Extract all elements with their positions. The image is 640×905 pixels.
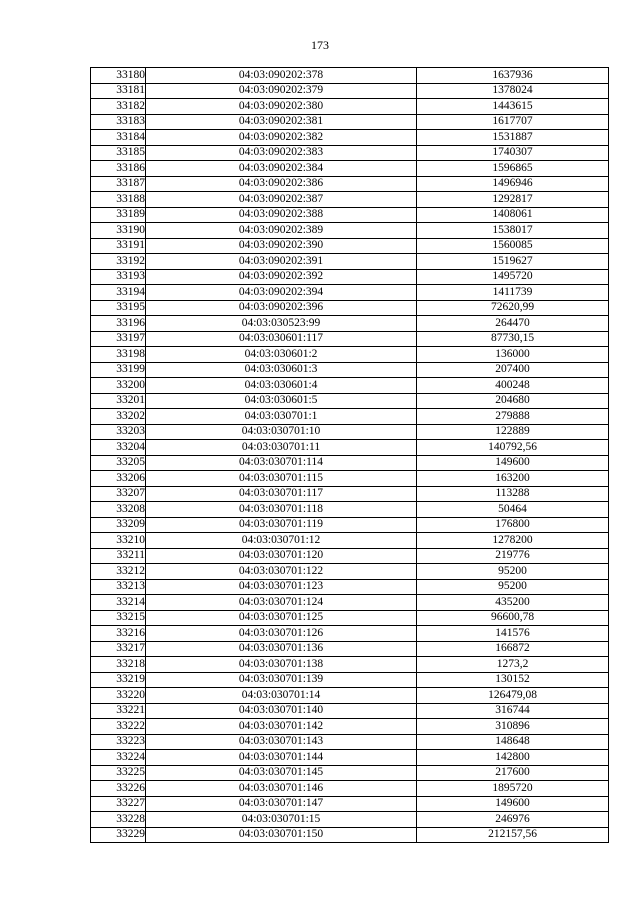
cadastral-value-cell: 204680 [417,393,609,409]
cadastral-value-cell: 219776 [417,548,609,564]
cadastral-value-cell: 126479,08 [417,688,609,704]
table-body [91,68,609,843]
cadastral-value-cell: 1273,2 [417,657,609,673]
cadastral-number-cell: 04:03:090202:382 [146,130,417,146]
cadastral-number-cell: 04:03:030701:138 [146,657,417,673]
table-row [91,688,609,704]
cadastral-value-cell: 1408061 [417,207,609,223]
table-row [91,533,609,549]
cadastral-number-cell: 04:03:090202:384 [146,161,417,177]
cadastral-value-cell: 1292817 [417,192,609,208]
table-row [91,176,609,192]
row-number-cell: 33189 [91,207,146,223]
table-row [91,796,609,812]
page-number: 173 [311,38,329,52]
cadastral-number-cell: 04:03:030601:4 [146,378,417,394]
cadastral-number-cell: 04:03:030701:150 [146,827,417,843]
cadastral-value-cell: 95200 [417,564,609,580]
row-number-cell: 33208 [91,502,146,518]
row-number-cell: 33187 [91,176,146,192]
cadastral-value-cell: 1531887 [417,130,609,146]
cadastral-number-cell: 04:03:030701:11 [146,440,417,456]
cadastral-number-cell: 04:03:090202:381 [146,114,417,130]
cadastral-value-cell: 1443615 [417,99,609,115]
cadastral-value-cell: 166872 [417,641,609,657]
table-row [91,114,609,130]
row-number-cell: 33217 [91,641,146,657]
table-row [91,238,609,254]
row-number-cell: 33194 [91,285,146,301]
table-row [91,269,609,285]
cadastral-number-cell: 04:03:030701:142 [146,719,417,735]
cadastral-value-cell: 96600,78 [417,610,609,626]
table-row [91,502,609,518]
cadastral-number-cell: 04:03:090202:379 [146,83,417,99]
table-row [91,734,609,750]
table-row [91,812,609,828]
table-row [91,486,609,502]
table-row [91,564,609,580]
table-row [91,657,609,673]
cadastral-number-cell: 04:03:030701:145 [146,765,417,781]
table-row [91,192,609,208]
cadastral-value-cell: 1637936 [417,68,609,84]
row-number-cell: 33221 [91,703,146,719]
cadastral-value-cell: 1278200 [417,533,609,549]
table-row [91,827,609,843]
table-row [91,719,609,735]
row-number-cell: 33209 [91,517,146,533]
table-row [91,781,609,797]
row-number-cell: 33219 [91,672,146,688]
row-number-cell: 33212 [91,564,146,580]
table-row [91,99,609,115]
cadastral-number-cell: 04:03:090202:387 [146,192,417,208]
row-number-cell: 33203 [91,424,146,440]
cadastral-value-cell: 72620,99 [417,300,609,316]
cadastral-value-cell: 130152 [417,672,609,688]
row-number-cell: 33214 [91,595,146,611]
cadastral-value-cell: 1895720 [417,781,609,797]
row-number-cell: 33228 [91,812,146,828]
cadastral-number-cell: 04:03:030601:117 [146,331,417,347]
cadastral-number-cell: 04:03:030601:3 [146,362,417,378]
row-number-cell: 33196 [91,316,146,332]
table-row [91,316,609,332]
table-row [91,161,609,177]
cadastral-value-cell: 149600 [417,796,609,812]
table-row [91,548,609,564]
row-number-cell: 33220 [91,688,146,704]
table-row [91,300,609,316]
cadastral-number-cell: 04:03:030701:119 [146,517,417,533]
table-row [91,471,609,487]
cadastral-value-cell: 207400 [417,362,609,378]
row-number-cell: 33192 [91,254,146,270]
cadastral-number-cell: 04:03:030701:114 [146,455,417,471]
row-number-cell: 33215 [91,610,146,626]
table-row [91,672,609,688]
cadastral-number-cell: 04:03:030523:99 [146,316,417,332]
table-row [91,424,609,440]
cadastral-number-cell: 04:03:030701:14 [146,688,417,704]
cadastral-value-cell: 149600 [417,455,609,471]
cadastral-value-cell: 1411739 [417,285,609,301]
table-row [91,285,609,301]
row-number-cell: 33223 [91,734,146,750]
cadastral-number-cell: 04:03:030701:125 [146,610,417,626]
cadastral-value-cell: 87730,15 [417,331,609,347]
row-number-cell: 33227 [91,796,146,812]
table-row [91,362,609,378]
row-number-cell: 33186 [91,161,146,177]
cadastral-number-cell: 04:03:030701:144 [146,750,417,766]
table-row [91,223,609,239]
cadastral-value-cell: 264470 [417,316,609,332]
cadastral-number-cell: 04:03:090202:388 [146,207,417,223]
cadastral-value-cell: 1740307 [417,145,609,161]
cadastral-number-cell: 04:03:030701:126 [146,626,417,642]
cadastral-number-cell: 04:03:030701:122 [146,564,417,580]
cadastral-value-cell: 1560085 [417,238,609,254]
cadastral-value-table [90,67,609,843]
row-number-cell: 33211 [91,548,146,564]
cadastral-number-cell: 04:03:030601:5 [146,393,417,409]
cadastral-value-cell: 246976 [417,812,609,828]
row-number-cell: 33216 [91,626,146,642]
cadastral-number-cell: 04:03:030701:115 [146,471,417,487]
cadastral-number-cell: 04:03:090202:396 [146,300,417,316]
table-row [91,130,609,146]
cadastral-number-cell: 04:03:030701:123 [146,579,417,595]
table-row [91,378,609,394]
cadastral-number-cell: 04:03:090202:394 [146,285,417,301]
row-number-cell: 33222 [91,719,146,735]
table-row [91,750,609,766]
cadastral-value-cell: 176800 [417,517,609,533]
cadastral-value-cell: 136000 [417,347,609,363]
row-number-cell: 33197 [91,331,146,347]
cadastral-number-cell: 04:03:090202:386 [146,176,417,192]
cadastral-value-cell: 95200 [417,579,609,595]
row-number-cell: 33180 [91,68,146,84]
cadastral-value-cell: 1519627 [417,254,609,270]
row-number-cell: 33199 [91,362,146,378]
table-row [91,595,609,611]
table-row [91,765,609,781]
cadastral-value-cell: 435200 [417,595,609,611]
cadastral-number-cell: 04:03:030701:12 [146,533,417,549]
cadastral-value-cell: 142800 [417,750,609,766]
cadastral-number-cell: 04:03:030701:140 [146,703,417,719]
cadastral-number-cell: 04:03:030701:10 [146,424,417,440]
cadastral-value-cell: 212157,56 [417,827,609,843]
row-number-cell: 33202 [91,409,146,425]
row-number-cell: 33193 [91,269,146,285]
row-number-cell: 33218 [91,657,146,673]
cadastral-number-cell: 04:03:030701:136 [146,641,417,657]
table-row [91,68,609,84]
cadastral-number-cell: 04:03:030701:15 [146,812,417,828]
table-row [91,703,609,719]
cadastral-value-cell: 1495720 [417,269,609,285]
cadastral-value-cell: 1538017 [417,223,609,239]
row-number-cell: 33183 [91,114,146,130]
row-number-cell: 33207 [91,486,146,502]
cadastral-value-cell: 163200 [417,471,609,487]
cadastral-value-cell: 113288 [417,486,609,502]
cadastral-value-cell: 279888 [417,409,609,425]
row-number-cell: 33195 [91,300,146,316]
table-row [91,440,609,456]
cadastral-value-cell: 140792,56 [417,440,609,456]
cadastral-number-cell: 04:03:030701:147 [146,796,417,812]
table-row [91,641,609,657]
table-row [91,579,609,595]
cadastral-number-cell: 04:03:030701:118 [146,502,417,518]
table-row [91,145,609,161]
cadastral-number-cell: 04:03:030701:117 [146,486,417,502]
cadastral-number-cell: 04:03:030701:120 [146,548,417,564]
row-number-cell: 33204 [91,440,146,456]
row-number-cell: 33184 [91,130,146,146]
cadastral-value-cell: 217600 [417,765,609,781]
row-number-cell: 33200 [91,378,146,394]
cadastral-value-cell: 50464 [417,502,609,518]
table-row [91,254,609,270]
table-row [91,83,609,99]
row-number-cell: 33182 [91,99,146,115]
cadastral-number-cell: 04:03:090202:383 [146,145,417,161]
cadastral-value-cell: 316744 [417,703,609,719]
cadastral-number-cell: 04:03:090202:389 [146,223,417,239]
cadastral-number-cell: 04:03:090202:392 [146,269,417,285]
cadastral-number-cell: 04:03:090202:380 [146,99,417,115]
table-row [91,409,609,425]
table-row [91,207,609,223]
cadastral-number-cell: 04:03:030601:2 [146,347,417,363]
cadastral-number-cell: 04:03:030701:139 [146,672,417,688]
row-number-cell: 33206 [91,471,146,487]
table-row [91,610,609,626]
cadastral-value-cell: 1596865 [417,161,609,177]
table-row [91,393,609,409]
cadastral-value-cell: 141576 [417,626,609,642]
cadastral-number-cell: 04:03:090202:390 [146,238,417,254]
cadastral-number-cell: 04:03:090202:378 [146,68,417,84]
table-row [91,331,609,347]
row-number-cell: 33224 [91,750,146,766]
row-number-cell: 33205 [91,455,146,471]
row-number-cell: 33190 [91,223,146,239]
cadastral-value-cell: 1617707 [417,114,609,130]
cadastral-value-cell: 1378024 [417,83,609,99]
cadastral-number-cell: 04:03:090202:391 [146,254,417,270]
cadastral-value-cell: 310896 [417,719,609,735]
table-row [91,517,609,533]
row-number-cell: 33188 [91,192,146,208]
table-row [91,347,609,363]
row-number-cell: 33185 [91,145,146,161]
cadastral-number-cell: 04:03:030701:146 [146,781,417,797]
cadastral-value-cell: 122889 [417,424,609,440]
cadastral-number-cell: 04:03:030701:1 [146,409,417,425]
row-number-cell: 33213 [91,579,146,595]
row-number-cell: 33198 [91,347,146,363]
table-row [91,626,609,642]
cadastral-value-cell: 1496946 [417,176,609,192]
row-number-cell: 33201 [91,393,146,409]
row-number-cell: 33229 [91,827,146,843]
cadastral-number-cell: 04:03:030701:124 [146,595,417,611]
row-number-cell: 33225 [91,765,146,781]
row-number-cell: 33191 [91,238,146,254]
row-number-cell: 33181 [91,83,146,99]
cadastral-value-cell: 400248 [417,378,609,394]
table-row [91,455,609,471]
row-number-cell: 33210 [91,533,146,549]
row-number-cell: 33226 [91,781,146,797]
cadastral-value-cell: 148648 [417,734,609,750]
cadastral-number-cell: 04:03:030701:143 [146,734,417,750]
